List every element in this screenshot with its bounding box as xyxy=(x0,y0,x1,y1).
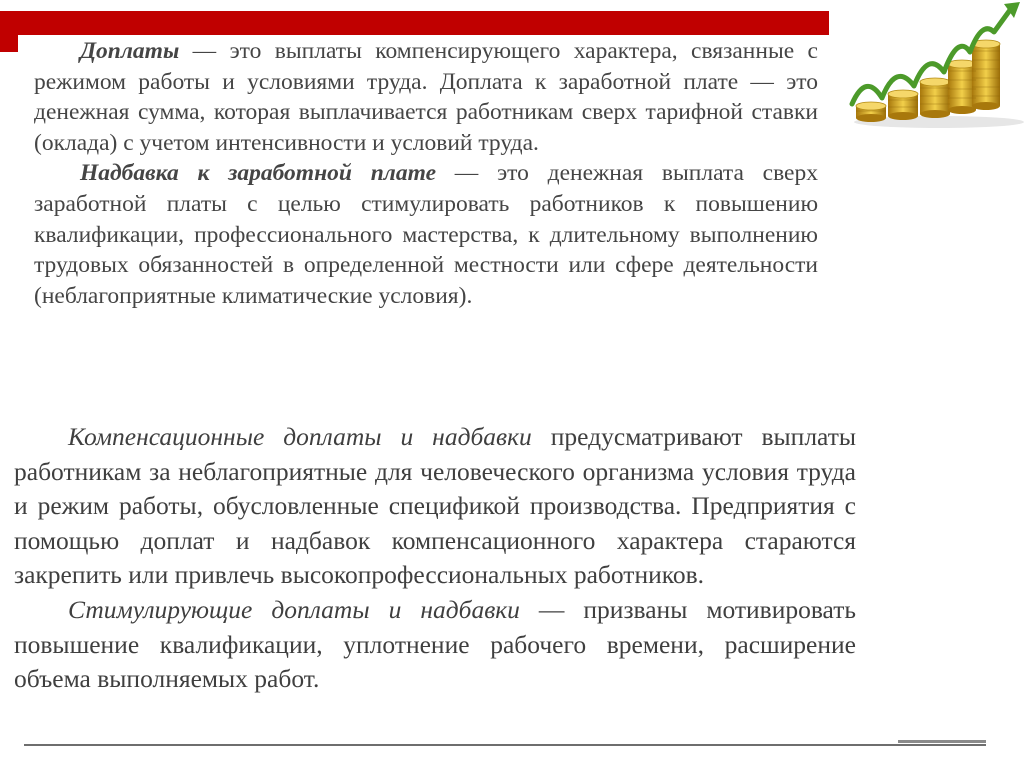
header-red-bar xyxy=(0,11,829,35)
term-stimulating: Стимулирующие доплаты и надбавки xyxy=(68,594,520,624)
paragraph-doplaty xyxy=(34,36,818,158)
footer-rule-accent xyxy=(898,740,986,743)
definitions-block xyxy=(34,36,818,311)
types-block xyxy=(14,420,856,697)
paragraph-nadbavka xyxy=(34,158,818,311)
paragraph-stimulating xyxy=(14,593,856,697)
header-red-stub xyxy=(0,35,18,52)
coin-stacks xyxy=(856,40,1000,122)
definition-doplaty: — это выплаты компенсирующего характера, связанные с режимом работы и условиями труда. Доплата к заработной плате — это денежная сумма, которая выплачивается работникам сверх тарифной ставки (оклада) с учетом интенсивности и условий труда. xyxy=(34,38,818,156)
definition-compensatory: предусматривают выплаты работникам за неблагоприятные для человеческого организма условия труда и режим работы, обусловленные спецификой производства. Предприятия с помощью доплат и надбавок компенсационного характера стараются закрепить или привлечь высокопрофессиональных работников. xyxy=(14,422,856,590)
footer-rule xyxy=(24,744,986,746)
definition-stimulating: — призваны мотивировать повышение квалификации, уплотнение рабочего времени, расширение объема выполняемых работ. xyxy=(14,594,856,694)
definition-nadbavka: — это денежная выплата сверх заработной платы с целью стимулировать работников к повышению квалификации, профессионального мастерства, к длительному выполнению трудовых обязанностей в определенной местности или сфере деятельности (неблагоприятные климатические условия). xyxy=(34,160,818,309)
rising-coin-stacks-arrow-icon xyxy=(844,0,1024,140)
term-compensatory: Компенсационные доплаты и надбавки xyxy=(68,422,532,451)
term-nadbavka: Надбавка к заработной плате xyxy=(80,160,437,187)
paragraph-compensatory xyxy=(14,420,856,593)
term-doplaty: Доплаты xyxy=(80,38,180,64)
